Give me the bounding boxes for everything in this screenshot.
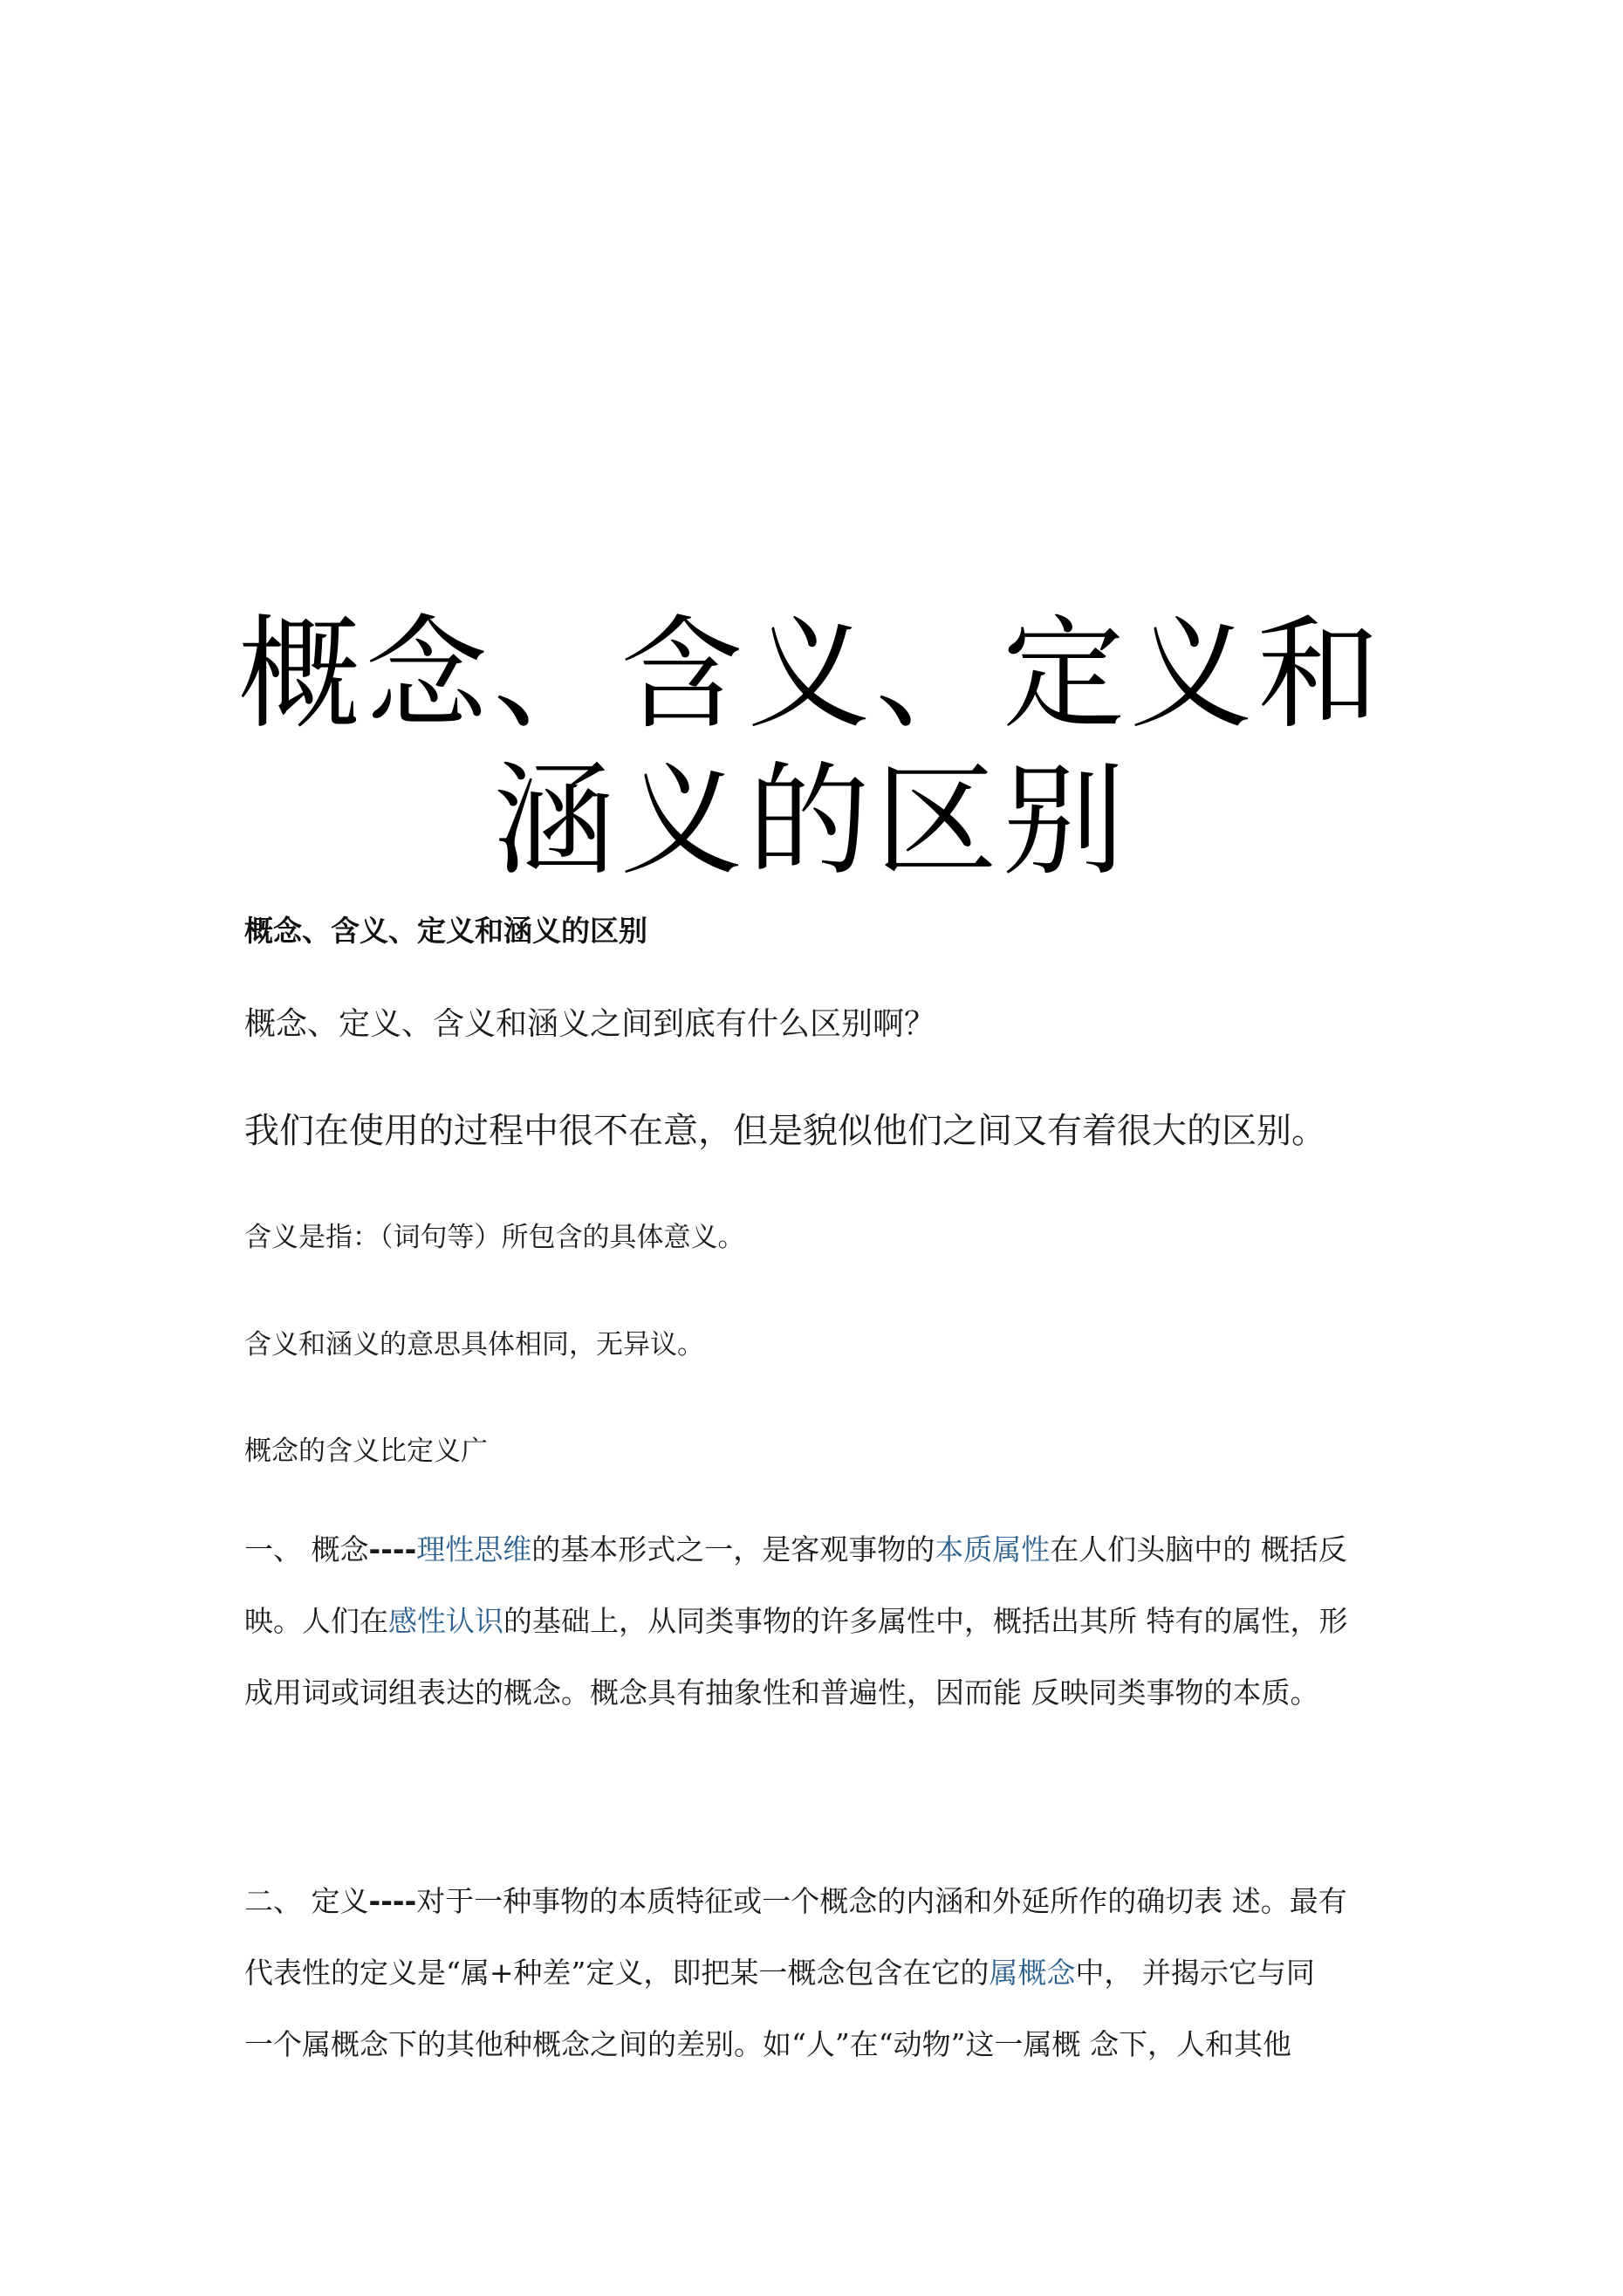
title-line-2: 涵义的区别 (492, 750, 1130, 893)
text-segment: 在人们头脑中的 概括反 (1050, 1532, 1347, 1566)
section-definition (244, 1866, 1379, 2080)
document-subtitle: 概念、含义、定义和涵义的区别 (244, 914, 647, 948)
question-paragraph: 概念、定义、含义和涵义之间到底有什么区别啊？ (244, 1006, 936, 1042)
document-title (201, 602, 1422, 895)
section-concept (244, 1514, 1379, 1729)
section-definition-line-2 (244, 1937, 1379, 2009)
meaning-definition-paragraph: 含义是指：（词句等）所包含的具体意义。 (244, 1222, 745, 1253)
section-concept-line-2 (244, 1586, 1379, 1657)
text-segment: 的基本形式之一，是客观事物的 (531, 1532, 935, 1566)
section-concept-line-1 (244, 1514, 1379, 1586)
text-segment: 的基础上，从同类事物的许多属性中，概括出其所 特有的属性，形 (503, 1604, 1348, 1638)
remark-paragraph: 我们在使用的过程中很不在意，但是貌似他们之间又有着很大的区别。 (244, 1111, 1326, 1151)
broader-meaning-paragraph: 概念的含义比定义广 (244, 1436, 488, 1467)
link-genus-concept[interactable]: 属概念 (989, 1956, 1076, 1990)
text-segment: 对于一种事物的本质特征或一个概念的内涵和外延所作的确切表 述。最有 (416, 1884, 1347, 1918)
title-line-1: 概念、含义、定义和 (237, 604, 1385, 746)
link-rational-thinking[interactable]: 理性思维 (416, 1532, 532, 1566)
text-segment: 中， 并揭示它与同 (1075, 1956, 1315, 1990)
same-meaning-paragraph: 含义和涵义的意思具体相同，无异议。 (244, 1329, 704, 1360)
section-definition-heading: 二、 定义 (244, 1884, 369, 1918)
text-segment: 代表性的定义是“属+种差”定义，即把某一概念包含在它的 (244, 1956, 990, 1990)
dash-separator: ---- (368, 1532, 417, 1566)
dash-separator: ---- (368, 1884, 417, 1918)
link-essential-attribute[interactable]: 本质属性 (935, 1532, 1051, 1566)
section-definition-line-1 (244, 1866, 1379, 1937)
section-concept-line-3: 成用词或词组表达的概念。概念具有抽象性和普遍性，因而能 反映同类事物的本质。 (244, 1676, 1319, 1710)
section-concept-heading: 一、 概念 (244, 1532, 369, 1566)
link-perceptual-cognition[interactable]: 感性认识 (388, 1604, 503, 1638)
text-segment: 映。人们在 (244, 1604, 388, 1638)
section-definition-line-3: 一个属概念下的其他种概念之间的差别。如“人”在“动物”这一属概 念下，人和其他 (244, 2027, 1291, 2061)
